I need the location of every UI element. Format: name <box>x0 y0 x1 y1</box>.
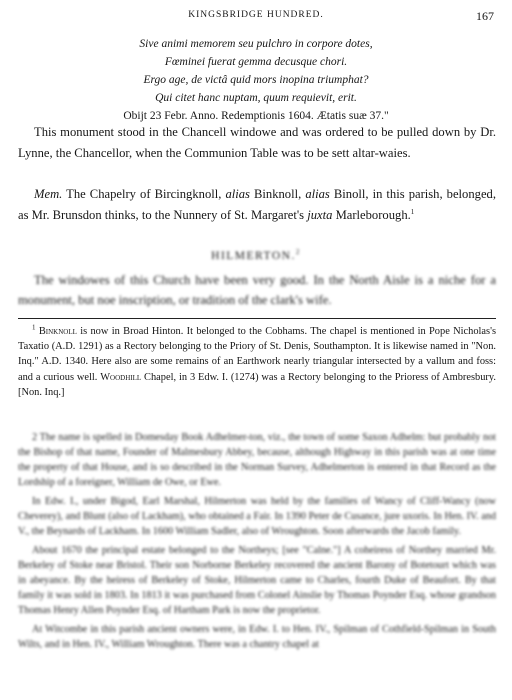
verse-line-4: Qui citet hanc nuptam, quum requievit, erit. <box>155 92 357 104</box>
mem-text-4: Marleborough. <box>332 208 411 222</box>
mem-text-3: Binoll, in this parish, belonged, as Mr. Brunsdon thinks, to the Nunnery of St. Margaret's <box>18 187 496 222</box>
section-title: HILMERTON. <box>211 250 296 262</box>
running-title: KINGSBRIDGE HUNDRED. <box>188 10 324 20</box>
footnote-2-para-2: In Edw. I., under Bigod, Earl Marshal, Hilmerton was held by the families of Wancy of Cliff-Wancy (now Cheverey), and Blunt (also of Lackham), who obtained a Fair. In 1390 Peter de Cusance, jure uxoris. In Hen. IV. and V., the Beynards of Lackham. In 1600 William Sadler, also of Wroughton. Soon afterwards the Jacob family. <box>18 496 496 537</box>
footnote-1-lead: Binknoll <box>38 326 77 337</box>
mem-paragraph <box>18 184 496 226</box>
mem-alias-2: alias <box>305 187 330 201</box>
footnote-ref-1: 1 <box>410 207 415 216</box>
verse-line-3: Ergo age, de victâ quid mors inopina triumphat? <box>143 74 369 86</box>
verse-line-2: Fœminei fuerat gemma decusque chori. <box>164 56 348 68</box>
mem-lead: Mem. <box>34 187 63 201</box>
section-heading <box>0 250 512 262</box>
mem-text-2: Binknoll, <box>249 187 306 201</box>
page-header <box>0 10 512 24</box>
footnote-1-lead-2: Woodhill <box>100 371 142 383</box>
footnote-ref-2: 2 <box>295 248 301 257</box>
page-number: 167 <box>476 9 494 23</box>
verse-line-1: Sive animi memorem seu pulchro in corpore dotes, <box>139 38 373 50</box>
footnote-2-para-1: 2 The name is spelled in Domesday Book Adhelmer-ton, viz., the town of some Saxon Adhelm: but probably not the Bishop of that name, Founder of Malmesbury Abbey, because, although Highway in this parish was at one time the property of that House, and is so described in the Norman Survey, Adhelmerton is entered in that Record as the Lordship of a foreigner, William de Owe, or Ewe. <box>18 432 496 488</box>
footnote-2-para-4: At Witcombe in this parish ancient owners were, in Edw. I. to Hen. IV., Spilman of Cothfield-Spilman in South Wilts, and in Hen. IV., William Wroughton. There was a chantry chapel at <box>18 624 496 650</box>
footnote-2 <box>18 430 496 656</box>
footnote-1 <box>18 324 496 400</box>
hilmerton-paragraph: The windowes of this Church have been very good. In the North Aisle is a niche for a monument, but noe inscription, or tradition of the clark's wife. <box>18 273 496 307</box>
footnote-1-text-2: Chapel, in 3 Edw. I. (1274) was a Rectory belonging to the Prioress of Ambresbury. [Non. Inq.] <box>18 371 496 398</box>
footnote-1-number: 1 <box>32 323 36 332</box>
mem-alias-1: alias <box>225 187 250 201</box>
mem-juxta: juxta <box>307 208 333 222</box>
monument-paragraph: This monument stood in the Chancell windowe and was ordered to be pulled down by Dr. Lynne, the Chancellor, when the Communion Table was to be sett altar-waies. <box>18 125 496 160</box>
footnote-2-para-3: About 1670 the principal estate belonged to the Northeys; [see "Calne."] A coheiress of Northey married Mr. Berkeley of Stoke near Bristol. Their son Norborne Berkeley recovered the ancient Barony of Botetourt which was in abeyance. By the heiress of Berkeley of Stoke, Hilmerton came to Charles, fourth Duke of Beaufort. By that family it was sold in 1803. In 1813 it was purchased from Colonel Ainslie by Thomas Poynder Esq. whose grandson Thomas Henry Allen Poynder Esq. of Hartham Park is now the proprietor. <box>18 545 496 616</box>
verse-line-5: Obijt 23 Febr. Anno. Redemptionis 1604. Ætatis suæ 37." <box>123 110 389 122</box>
mem-text-1: The Chapelry of Bircingknoll, <box>62 187 226 201</box>
footnote-1-text: is now in Broad Hinton. It belonged to the Cobhams. The chapel is mentioned in Pope Nicholas's Taxatio (A.D. 1291) as a Rectory belonging to the Priory of St. Denis, Southampton. It is likewise named in "Non. Inq." A.D. 1340. Here also are some remains of an Earthwork nearly triangular intersected by a vallum and foss: and a curious well. <box>18 326 496 383</box>
footnote-rule <box>18 318 496 319</box>
